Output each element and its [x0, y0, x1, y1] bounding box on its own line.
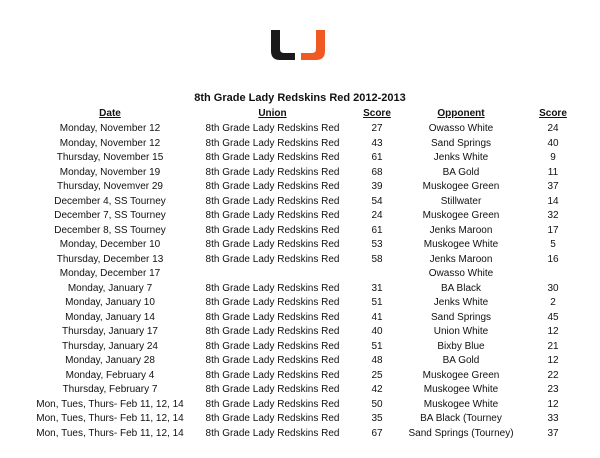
- cell-score: 68: [371, 166, 383, 178]
- cell-opp-score: 37: [547, 427, 559, 439]
- cell-opponent: Stillwater: [440, 195, 482, 207]
- cell-union: [190, 267, 355, 282]
- cell-union: 8th Grade Lady Redskins Red: [205, 297, 340, 308]
- header-union: Union: [258, 108, 287, 120]
- cell-union: 8th Grade Lady Redskins Red: [205, 210, 340, 221]
- cell-opp-score: 37: [547, 181, 559, 192]
- cell-date: Mon, Tues, Thurs- Feb 11, 12, 14: [36, 413, 184, 424]
- cell-opp-score: 40: [547, 137, 559, 149]
- cell-opponent: Muskogee Green: [422, 210, 500, 221]
- page-title: 8th Grade Lady Redskins Red 2012-2013: [194, 92, 406, 104]
- cell-opponent: Jenks White: [433, 152, 489, 163]
- table-row: [30, 166, 583, 181]
- cell-opponent: BA Black (Tourney: [420, 413, 502, 424]
- header-score: Score: [363, 108, 391, 120]
- cell-opponent: Owasso White: [428, 268, 494, 279]
- cell-union: 8th Grade Lady Redskins Red: [205, 152, 340, 163]
- cell-opp-score: 12: [547, 326, 559, 337]
- cell-opponent: Sand Springs: [430, 137, 492, 149]
- table-row: [30, 354, 583, 369]
- cell-opp-score: 12: [547, 355, 559, 366]
- cell-opponent: Sand Springs: [430, 311, 492, 323]
- table-row: [30, 282, 583, 297]
- cell-opponent: Muskogee White: [423, 384, 499, 395]
- cell-opp-score: 30: [547, 282, 559, 294]
- cell-date: Thursday, January 17: [62, 326, 158, 337]
- table-row: [30, 267, 583, 282]
- table-row: [30, 180, 583, 195]
- header-row: [30, 107, 583, 122]
- cell-score: [355, 267, 399, 282]
- table-row: [30, 209, 583, 224]
- logo-left-stroke: [271, 30, 295, 60]
- u-letter-logo-icon: [269, 30, 327, 60]
- cell-union: 8th Grade Lady Redskins Red: [205, 355, 340, 366]
- cell-date: Thursday, February 7: [62, 384, 158, 395]
- table-row: [30, 224, 583, 239]
- cell-opp-score: 32: [547, 210, 559, 221]
- cell-opp-score: [523, 267, 583, 282]
- cell-opponent: BA Black: [440, 282, 482, 294]
- cell-date: Monday, December 10: [59, 239, 161, 250]
- cell-score: 42: [371, 384, 383, 395]
- cell-opp-score: 5: [550, 239, 556, 250]
- cell-opponent: Owasso White: [428, 123, 494, 134]
- cell-score: 41: [371, 311, 383, 323]
- cell-opponent: Jenks Maroon: [429, 253, 493, 265]
- table-row: [30, 340, 583, 355]
- cell-union: 8th Grade Lady Redskins Red: [205, 326, 340, 337]
- cell-opp-score: 24: [547, 123, 559, 134]
- cell-union: 8th Grade Lady Redskins Red: [205, 166, 340, 178]
- header-date: Date: [99, 108, 121, 120]
- table-row: [30, 427, 583, 442]
- logo-right-stroke: [301, 30, 325, 60]
- cell-union: 8th Grade Lady Redskins Red: [205, 181, 340, 192]
- cell-union: 8th Grade Lady Redskins Red: [205, 224, 340, 236]
- table-row: [30, 412, 583, 427]
- table-row: [30, 137, 583, 152]
- cell-score: 54: [371, 195, 383, 207]
- cell-score: 67: [371, 427, 383, 439]
- cell-opp-score: 23: [547, 384, 559, 395]
- cell-opponent: Jenks White: [433, 297, 489, 308]
- cell-union: 8th Grade Lady Redskins Red: [205, 413, 340, 424]
- cell-opponent: Muskogee Green: [422, 369, 500, 381]
- table-row: [30, 253, 583, 268]
- cell-union: 8th Grade Lady Redskins Red: [205, 427, 340, 439]
- cell-opponent: Sand Springs (Tourney): [408, 427, 514, 439]
- cell-opponent: BA Gold: [442, 355, 480, 366]
- cell-opp-score: 16: [547, 253, 559, 265]
- cell-union: 8th Grade Lady Redskins Red: [205, 384, 340, 395]
- cell-score: 51: [371, 297, 383, 308]
- cell-opp-score: 14: [547, 195, 559, 207]
- cell-score: 39: [371, 181, 383, 192]
- cell-score: 51: [371, 340, 383, 352]
- cell-score: 35: [371, 413, 383, 424]
- cell-score: 40: [371, 326, 383, 337]
- table-row: [30, 151, 583, 166]
- cell-date: Monday, January 28: [65, 355, 155, 366]
- table-row: [30, 311, 583, 326]
- cell-union: 8th Grade Lady Redskins Red: [205, 195, 340, 207]
- cell-date: December 8, SS Tourney: [54, 224, 166, 236]
- cell-date: December 4, SS Tourney: [54, 195, 166, 207]
- cell-opp-score: 33: [547, 413, 559, 424]
- cell-opp-score: 45: [547, 311, 559, 323]
- cell-date: Monday, November 12: [59, 123, 161, 134]
- table-row: [30, 122, 583, 137]
- cell-date: Mon, Tues, Thurs- Feb 11, 12, 14: [36, 398, 184, 410]
- cell-date: Monday, January 7: [67, 282, 153, 294]
- table-row: [30, 238, 583, 253]
- cell-union: 8th Grade Lady Redskins Red: [205, 123, 340, 134]
- cell-date: Monday, January 10: [65, 297, 155, 308]
- cell-score: 24: [371, 210, 383, 221]
- cell-score: 53: [371, 239, 383, 250]
- cell-union: 8th Grade Lady Redskins Red: [205, 253, 340, 265]
- cell-opp-score: 2: [550, 297, 556, 308]
- cell-opp-score: 22: [547, 369, 559, 381]
- cell-score: 25: [371, 369, 383, 381]
- cell-union: 8th Grade Lady Redskins Red: [205, 137, 340, 149]
- cell-opponent: Jenks Maroon: [429, 224, 493, 236]
- cell-date: Monday, January 14: [65, 311, 155, 323]
- cell-score: 48: [371, 355, 383, 366]
- table-row: [30, 195, 583, 210]
- cell-union: 8th Grade Lady Redskins Red: [205, 239, 340, 250]
- cell-score: 58: [371, 253, 383, 265]
- table-row: [30, 296, 583, 311]
- cell-opponent: Muskogee White: [423, 398, 499, 410]
- cell-opp-score: 12: [547, 398, 559, 410]
- cell-date: December 7, SS Tourney: [54, 210, 166, 221]
- schedule-table: [30, 107, 583, 441]
- cell-opponent: Bixby Blue: [437, 340, 485, 352]
- cell-date: Mon, Tues, Thurs- Feb 11, 12, 14: [36, 427, 184, 439]
- table-row: [30, 325, 583, 340]
- cell-date: Monday, February 4: [65, 369, 155, 381]
- cell-date: Monday, November 19: [59, 166, 161, 178]
- header-opponent: Opponent: [437, 108, 485, 120]
- cell-union: 8th Grade Lady Redskins Red: [205, 340, 340, 352]
- cell-opponent: Muskogee Green: [422, 181, 500, 192]
- cell-opp-score: 11: [547, 166, 559, 178]
- cell-date: Monday, December 17: [59, 268, 161, 279]
- cell-date: Thursday, Novemver 29: [57, 181, 163, 192]
- cell-date: Thursday, December 13: [56, 253, 164, 265]
- cell-union: 8th Grade Lady Redskins Red: [205, 398, 340, 410]
- table-row: [30, 398, 583, 413]
- cell-score: 61: [371, 224, 383, 236]
- cell-union: 8th Grade Lady Redskins Red: [205, 311, 340, 323]
- cell-union: 8th Grade Lady Redskins Red: [205, 369, 340, 381]
- cell-opponent: Union White: [433, 326, 489, 337]
- cell-score: 50: [371, 398, 383, 410]
- cell-opponent: BA Gold: [442, 166, 480, 178]
- cell-score: 61: [371, 152, 383, 163]
- cell-opp-score: 17: [547, 224, 559, 236]
- cell-score: 27: [371, 123, 383, 134]
- cell-union: 8th Grade Lady Redskins Red: [205, 282, 340, 294]
- table-row: [30, 369, 583, 384]
- cell-opp-score: 21: [547, 340, 559, 352]
- cell-score: 31: [371, 282, 383, 294]
- cell-date: Monday, November 12: [59, 137, 161, 149]
- table-row: [30, 383, 583, 398]
- header-opp-score: Score: [539, 108, 567, 120]
- cell-score: 43: [371, 137, 383, 149]
- cell-opponent: Muskogee White: [423, 239, 499, 250]
- cell-date: Thursday, November 15: [56, 152, 164, 163]
- cell-date: Thursday, January 24: [62, 340, 158, 352]
- cell-opp-score: 9: [550, 152, 556, 163]
